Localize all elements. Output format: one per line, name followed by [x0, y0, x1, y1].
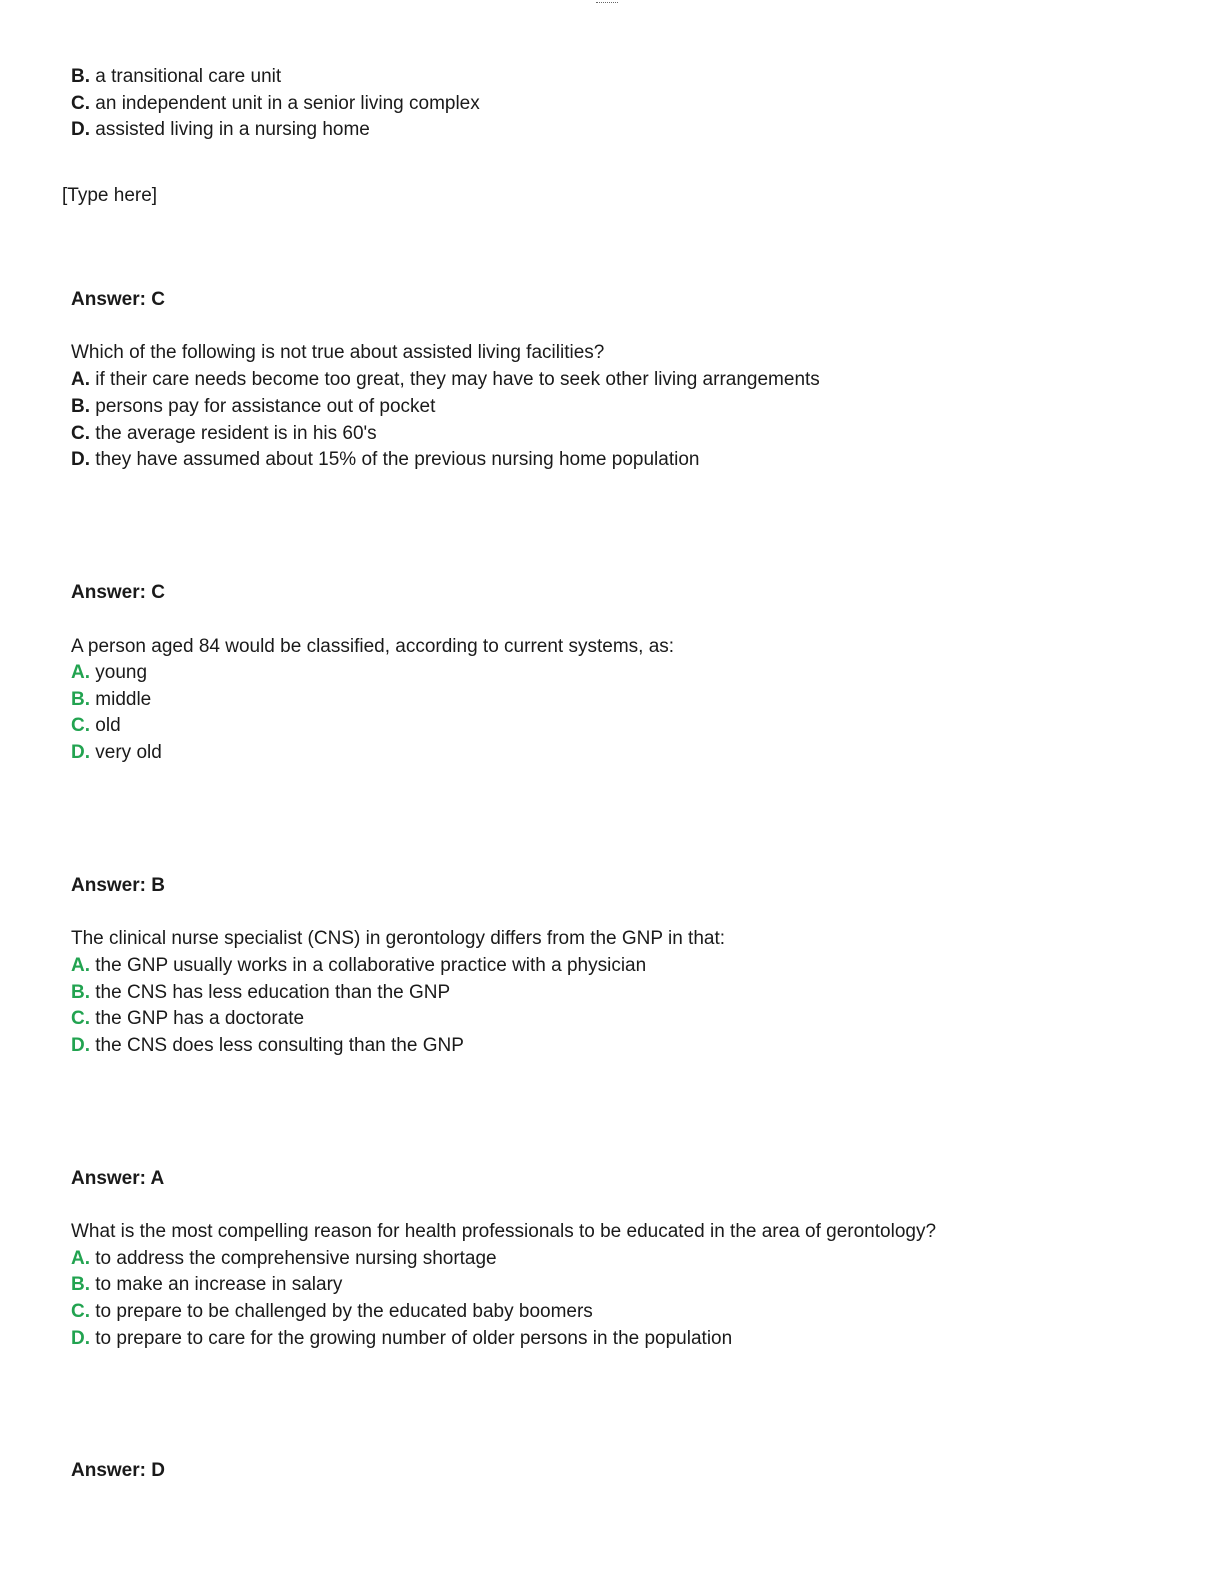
answer-label: Answer: C — [71, 582, 165, 603]
option-letter: D. — [71, 449, 90, 470]
option-b — [71, 981, 450, 1005]
answer-label: Answer: B — [71, 875, 165, 896]
option-d — [71, 741, 162, 765]
option-text: to address the comprehensive nursing shortage — [95, 1248, 497, 1269]
option-b — [71, 1273, 342, 1297]
header-mark — [596, 0, 618, 3]
option-text: assisted living in a nursing home — [95, 119, 370, 140]
option-c — [71, 1007, 304, 1031]
answer-label: Answer: A — [71, 1168, 165, 1189]
option-letter: A. — [71, 1248, 90, 1269]
option-letter: D. — [71, 1035, 90, 1056]
type-here-placeholder: [Type here] — [62, 185, 158, 206]
answer-label: Answer: D — [71, 1460, 165, 1481]
option-a — [71, 368, 820, 392]
option-d — [71, 118, 370, 142]
option-text: to prepare to be challenged by the educated baby boomers — [95, 1301, 593, 1322]
question-text: Which of the following is not true about assisted living facilities? — [71, 342, 605, 363]
option-letter: A. — [71, 369, 90, 390]
option-text: very old — [95, 742, 162, 763]
option-letter: B. — [71, 396, 90, 417]
option-text: the average resident is in his 60's — [95, 423, 377, 444]
option-letter: D. — [71, 1328, 90, 1349]
option-text: the CNS has less education than the GNP — [95, 982, 451, 1003]
option-a — [71, 661, 147, 685]
option-letter: C. — [71, 423, 90, 444]
option-letter: C. — [71, 93, 90, 114]
option-letter: A. — [71, 662, 90, 683]
option-b — [71, 688, 151, 712]
option-letter: A. — [71, 955, 90, 976]
option-text: to make an increase in salary — [95, 1274, 343, 1295]
option-text: a transitional care unit — [95, 66, 282, 87]
option-text: persons pay for assistance out of pocket — [95, 396, 436, 417]
option-text: middle — [95, 689, 152, 710]
option-c — [71, 714, 121, 738]
option-letter: D. — [71, 742, 90, 763]
option-text: young — [95, 662, 148, 683]
question-text: The clinical nurse specialist (CNS) in gerontology differs from the GNP in that: — [71, 928, 726, 949]
option-text: the GNP usually works in a collaborative practice with a physician — [95, 955, 647, 976]
option-d — [71, 1034, 464, 1058]
answer-label: Answer: C — [71, 289, 165, 310]
option-letter: B. — [71, 1274, 90, 1295]
option-text: they have assumed about 15% of the previous nursing home population — [95, 449, 700, 470]
option-letter: C. — [71, 715, 90, 736]
option-a — [71, 1247, 497, 1271]
option-a — [71, 954, 646, 978]
option-b — [71, 65, 281, 89]
option-b — [71, 395, 435, 419]
option-c — [71, 422, 377, 446]
option-c — [71, 92, 480, 116]
option-c — [71, 1300, 593, 1324]
option-d — [71, 1327, 732, 1351]
option-text: to prepare to care for the growing number of older persons in the population — [95, 1328, 733, 1349]
option-text: if their care needs become too great, they may have to seek other living arrangements — [95, 369, 820, 390]
question-text: A person aged 84 would be classified, according to current systems, as: — [71, 636, 675, 657]
option-d — [71, 448, 699, 472]
option-letter: C. — [71, 1301, 90, 1322]
option-letter: B. — [71, 66, 90, 87]
option-letter: B. — [71, 982, 90, 1003]
option-text: an independent unit in a senior living complex — [95, 93, 480, 114]
option-letter: D. — [71, 119, 90, 140]
option-text: the GNP has a doctorate — [95, 1008, 305, 1029]
option-letter: B. — [71, 689, 90, 710]
option-letter: C. — [71, 1008, 90, 1029]
question-text: What is the most compelling reason for health professionals to be educated in the area of gerontology? — [71, 1221, 937, 1242]
option-text: the CNS does less consulting than the GNP — [95, 1035, 464, 1056]
option-text: old — [95, 715, 121, 736]
